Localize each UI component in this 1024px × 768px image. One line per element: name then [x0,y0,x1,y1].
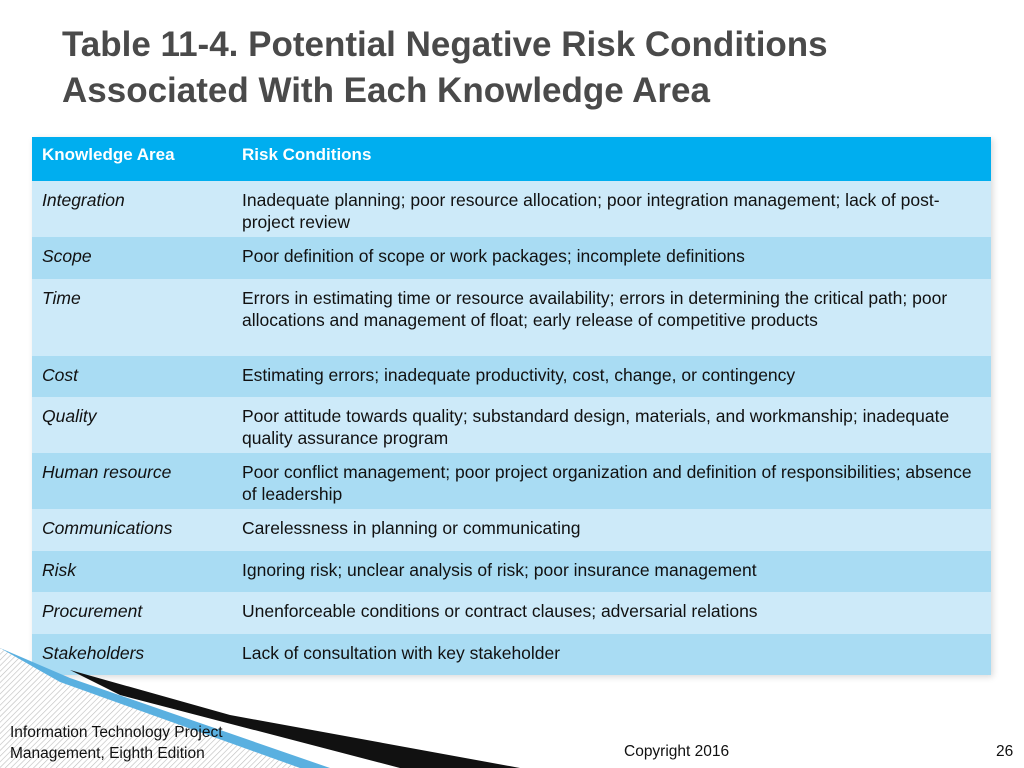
table-row [32,356,991,397]
knowledge-area-cell: Risk [32,551,232,592]
knowledge-area-cell: Integration [32,181,232,237]
slide-title [62,22,992,114]
table-row [32,181,991,237]
risk-conditions-cell: Errors in estimating time or resource availability; errors in determining the critical path; poor allocations and management of float; early release of competitive products [232,279,991,356]
footer-book-line-2: Management, Eighth Edition [10,745,205,762]
knowledge-area-cell: Human resource [32,453,232,509]
table-header-row [32,137,991,181]
knowledge-area-cell: Stakeholders [32,634,232,675]
table-row [32,453,991,509]
footer-book-line-1: Information Technology Project [10,724,223,741]
page-number: 26 [996,743,1014,760]
table-row [32,237,991,279]
risk-conditions-cell: Poor attitude towards quality; substandard design, materials, and workmanship; inadequate quality assurance program [232,397,991,453]
footer-book-title [10,722,310,764]
risk-conditions-cell: Estimating errors; inadequate productivity, cost, change, or contingency [232,356,991,397]
risk-conditions-cell: Carelessness in planning or communicating [232,509,991,551]
column-header-risk-conditions: Risk Conditions [232,137,991,181]
knowledge-area-cell: Procurement [32,592,232,634]
slide-title-line-2: Associated With Each Knowledge Area [62,71,710,110]
column-header-knowledge-area: Knowledge Area [32,137,232,181]
risk-conditions-cell: Ignoring risk; unclear analysis of risk; poor insurance management [232,551,991,592]
risk-conditions-cell: Poor definition of scope or work packages; incomplete definitions [232,237,991,279]
table-row [32,397,991,453]
footer-copyright: Copyright 2016 [624,743,730,760]
risk-conditions-cell: Poor conflict management; poor project organization and definition of responsibilities; absence of leadership [232,453,991,509]
risk-conditions-cell: Unenforceable conditions or contract clauses; adversarial relations [232,592,991,634]
knowledge-area-cell: Communications [32,509,232,551]
risk-conditions-cell: Lack of consultation with key stakeholder [232,634,991,675]
knowledge-area-cell: Scope [32,237,232,279]
knowledge-area-cell: Time [32,279,232,356]
risk-conditions-table [32,137,991,675]
table-row [32,279,991,356]
table-row [32,509,991,551]
knowledge-area-cell: Cost [32,356,232,397]
table-row [32,551,991,592]
knowledge-area-cell: Quality [32,397,232,453]
slide-title-line-1: Table 11-4. Potential Negative Risk Conditions [62,25,828,64]
risk-conditions-cell: Inadequate planning; poor resource allocation; poor integration management; lack of post-project review [232,181,991,237]
